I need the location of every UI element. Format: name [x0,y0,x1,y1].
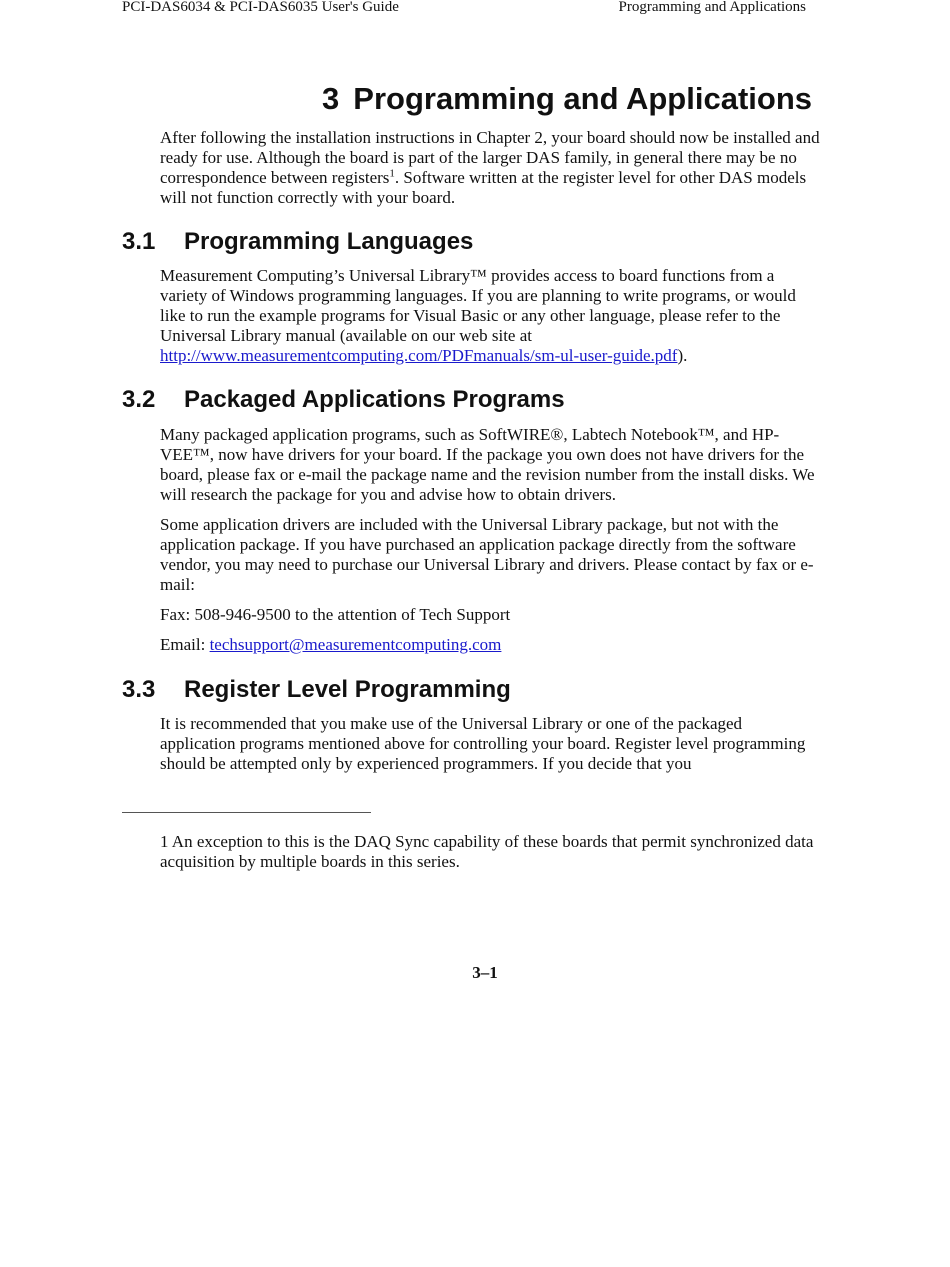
fax-line: Fax: 508-946-9500 to the attention of Tech Support [160,605,511,624]
footnote-separator [122,812,371,813]
chapter-title [322,80,812,118]
chapter-title-text: Programming and Applications [353,81,812,116]
section-heading-3-1 [122,228,473,256]
support-email-link[interactable]: techsupport@measurementcomputing.com [209,635,502,654]
email-line [160,635,820,655]
packaged-apps-paragraph-2: Some application drivers are included with the Universal Library package, but not with the application package. If you have purchased an application package directly from the software vendor, you may need to purchase our Universal Library and drivers. Please contact by fax or e-mail: [160,515,814,594]
section-heading-3-3 [122,676,511,704]
section-number: 3.1 [122,228,156,255]
packaged-apps-paragraph-1: Many packaged application programs, such as SoftWIRE®, Labtech Notebook™, and HP-VEE™, now have drivers for your board. If the package you own does not have drivers for the board, please fax or e-mail the package name and the revision number from the install disks. We will research the package for you and advise how to obtain drivers. [160,425,815,504]
section-heading-3-2 [122,386,565,414]
section-number: 3.2 [122,386,156,413]
running-header-left: PCI-DAS6034 & PCI-DAS6035 User's Guide [122,0,399,15]
footnote-text: 1 An exception to this is the DAQ Sync capability of these boards that permit synchronized data acquisition by multiple boards in this series. [160,832,814,871]
section-title: Packaged Applications Programs [184,386,565,413]
ul-manual-link[interactable]: http://www.measurementcomputing.com/PDFmanuals/sm-ul-user-guide.pdf [160,346,678,365]
paragraph-text: Measurement Computing’s Universal Library™ provides access to board functions from a variety of Windows programming languages. If you are planning to write programs, or would like to run the example programs for Visual Basic or any other language, please refer to the Universal Library manual (available on our web site at [160,266,796,345]
programming-languages-paragraph [160,266,820,366]
section-title: Programming Languages [184,228,474,255]
footnote-reference[interactable]: 1 [389,167,395,180]
page-number: 3–1 [472,963,498,982]
running-header-right: Programming and Applications [618,0,806,15]
section-number: 3.3 [122,676,156,703]
email-label: Email: [160,635,210,654]
section-title: Register Level Programming [184,676,511,703]
paragraph-text-end: ). [677,346,688,365]
chapter-number: 3 [322,81,340,116]
chapter-intro-paragraph [160,128,820,208]
intro-text-end: . Software written at the register level for other DAS models will not function correctly with your board. [160,168,807,207]
intro-text-start: After following the installation instructions in Chapter 2, your board should now be installed and ready for use. Although the board is part of the larger DAS family, in general there may be no correspondence between registers [160,128,820,187]
register-level-paragraph: It is recommended that you make use of the Universal Library or one of the packaged application programs mentioned above for controlling your board. Register level programming should be attempted only by experienced programmers. If you decide that you [160,714,806,773]
